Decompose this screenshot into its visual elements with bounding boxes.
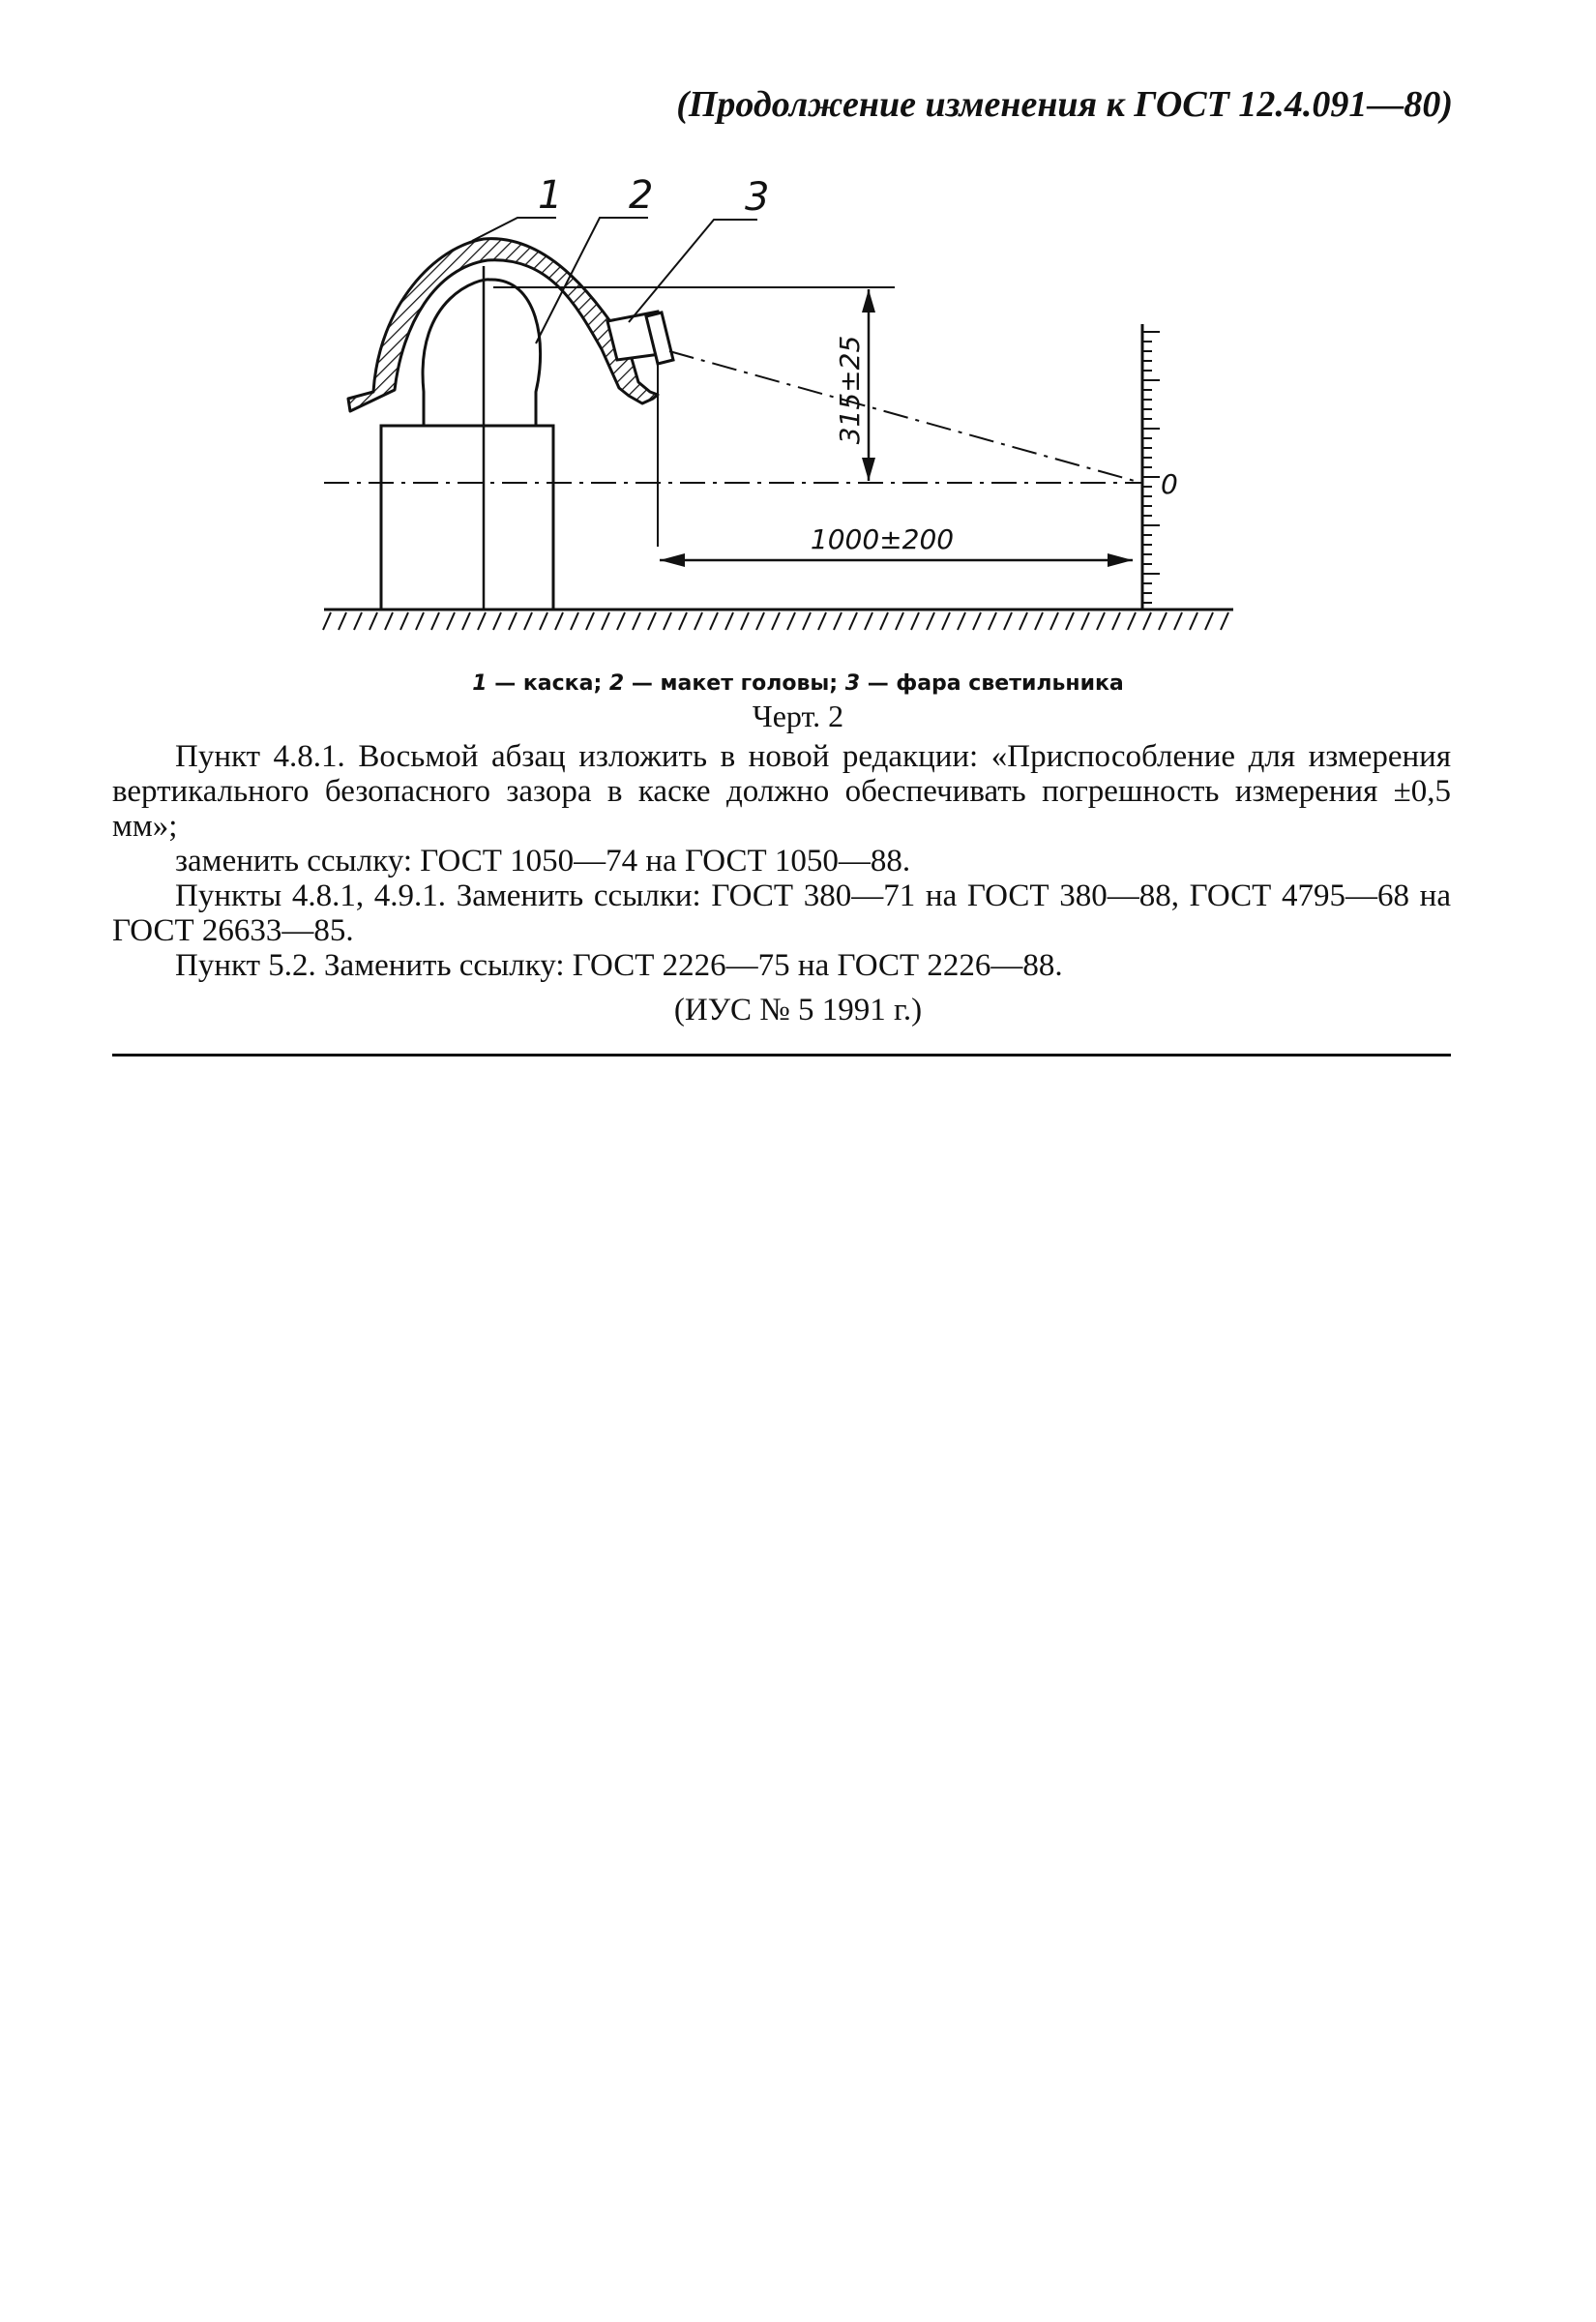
ground-hatch-line [1050, 612, 1058, 630]
head-mockup [423, 280, 541, 426]
legend-num-3: 3 [844, 671, 861, 696]
ground-hatch-line [1112, 612, 1120, 630]
ground-hatch-line [633, 612, 640, 630]
ground-hatch-line [1004, 612, 1012, 630]
ground-hatch-line [818, 612, 826, 630]
ground-hatch-line [447, 612, 455, 630]
dim-vertical-label: 315±25 [834, 335, 866, 445]
pedestal [381, 426, 553, 610]
ground-hatch-line [725, 612, 733, 630]
ground-hatch-line [1143, 612, 1151, 630]
ground-hatch-line [478, 612, 486, 630]
ground-hatch-line [339, 612, 346, 630]
ground-hatch-line [973, 612, 981, 630]
callout-1: 1 [538, 173, 563, 218]
measuring-scale [1142, 324, 1160, 610]
ground-hatch-line [323, 612, 331, 630]
ground-hatch-line [493, 612, 501, 630]
dim-horizontal-label: 1000±200 [810, 523, 955, 555]
paragraph: заменить ссылку: ГОСТ 1050—74 на ГОСТ 1050—88. [175, 844, 911, 878]
ground-hatch-line [617, 612, 625, 630]
ground-hatch-line [1221, 612, 1228, 630]
ground-hatch-line [803, 612, 811, 630]
ground-hatch-line [400, 612, 408, 630]
lamp-headlight [607, 312, 673, 364]
ground-hatch-line [1097, 612, 1105, 630]
ground-hatch-line [369, 612, 377, 630]
page-header: (Продолжение изменения к ГОСТ 12.4.091—80) [676, 84, 1453, 125]
paragraph: Пункты 4.8.1, 4.9.1. Заменить ссылки: ГОСТ 380—71 на ГОСТ 380—88, ГОСТ 4795—68 на ГОСТ 26633—85. [112, 878, 1451, 948]
source-note: (ИУС № 5 1991 г.) [673, 993, 923, 1027]
legend-text-3: — фара светильника [860, 671, 1124, 696]
ground-hatch-line [834, 612, 842, 630]
ground-hatch-line [1159, 612, 1167, 630]
ground-hatch-line [1035, 612, 1043, 630]
ground-hatch-line [1190, 612, 1197, 630]
ground-hatch-line [1066, 612, 1074, 630]
ground-hatch-line [1081, 612, 1089, 630]
ground-hatch-line [385, 612, 393, 630]
ground-hatch-line [772, 612, 780, 630]
ground-hatch-line [927, 612, 934, 630]
legend-text-2: — макет головы; [624, 671, 845, 696]
callout-2: 2 [629, 173, 654, 218]
ground-hatch-line [664, 612, 671, 630]
ground-hatch-line [865, 612, 872, 630]
ground-hatch-line [586, 612, 594, 630]
paragraph: Пункт 4.8.1. Восьмой абзац изложить в новой редакции: «Приспособление для измерения вертикального безопасного зазора в каске должно обеспечивать погрешность измерения ±0,5 мм»; [112, 739, 1451, 844]
ground-hatch-line [911, 612, 919, 630]
ground-hatch-line [540, 612, 547, 630]
ground-hatch-line [462, 612, 470, 630]
legend-text-1: — каска; [487, 671, 609, 696]
ground-hatch-line [710, 612, 718, 630]
ground-hatch-line [756, 612, 764, 630]
ground-hatch-line [555, 612, 563, 630]
zero-mark: 0 [1161, 468, 1178, 500]
bottom-rule [112, 1054, 1451, 1057]
light-beam [669, 351, 1141, 483]
figure-label: Черт. 2 [752, 699, 844, 733]
ground-hatch-line [942, 612, 950, 630]
ground-hatch-line [1205, 612, 1213, 630]
ground-hatch-line [1174, 612, 1182, 630]
ground-hatch-line [679, 612, 687, 630]
ground-hatch-line [989, 612, 996, 630]
ground-hatch-line [648, 612, 656, 630]
figure-drawing [310, 160, 1238, 653]
ground-hatch-line [1020, 612, 1027, 630]
legend-num-1: 1 [472, 671, 488, 696]
figure-legend [0, 671, 1596, 696]
callout-3: 3 [745, 175, 770, 220]
ground [323, 610, 1233, 630]
ground-hatch-line [354, 612, 362, 630]
ground-hatch-line [416, 612, 424, 630]
ground-hatch-line [880, 612, 888, 630]
ground-hatch-line [602, 612, 609, 630]
body-text [112, 739, 1451, 983]
ground-hatch-line [524, 612, 532, 630]
ground-hatch-line [741, 612, 749, 630]
paragraph: Пункт 5.2. Заменить ссылку: ГОСТ 2226—75 на ГОСТ 2226—88. [175, 948, 1063, 983]
ground-hatch-line [509, 612, 517, 630]
ground-hatch-line [695, 612, 702, 630]
dim-horizontal [660, 553, 1133, 567]
ground-hatch-line [1128, 612, 1136, 630]
legend-num-2: 2 [608, 671, 625, 696]
ground-hatch-line [958, 612, 965, 630]
ground-hatch-line [431, 612, 439, 630]
ground-hatch-line [849, 612, 857, 630]
ground-hatch-line [787, 612, 795, 630]
ground-hatch-line [896, 612, 903, 630]
ground-hatch-line [571, 612, 578, 630]
